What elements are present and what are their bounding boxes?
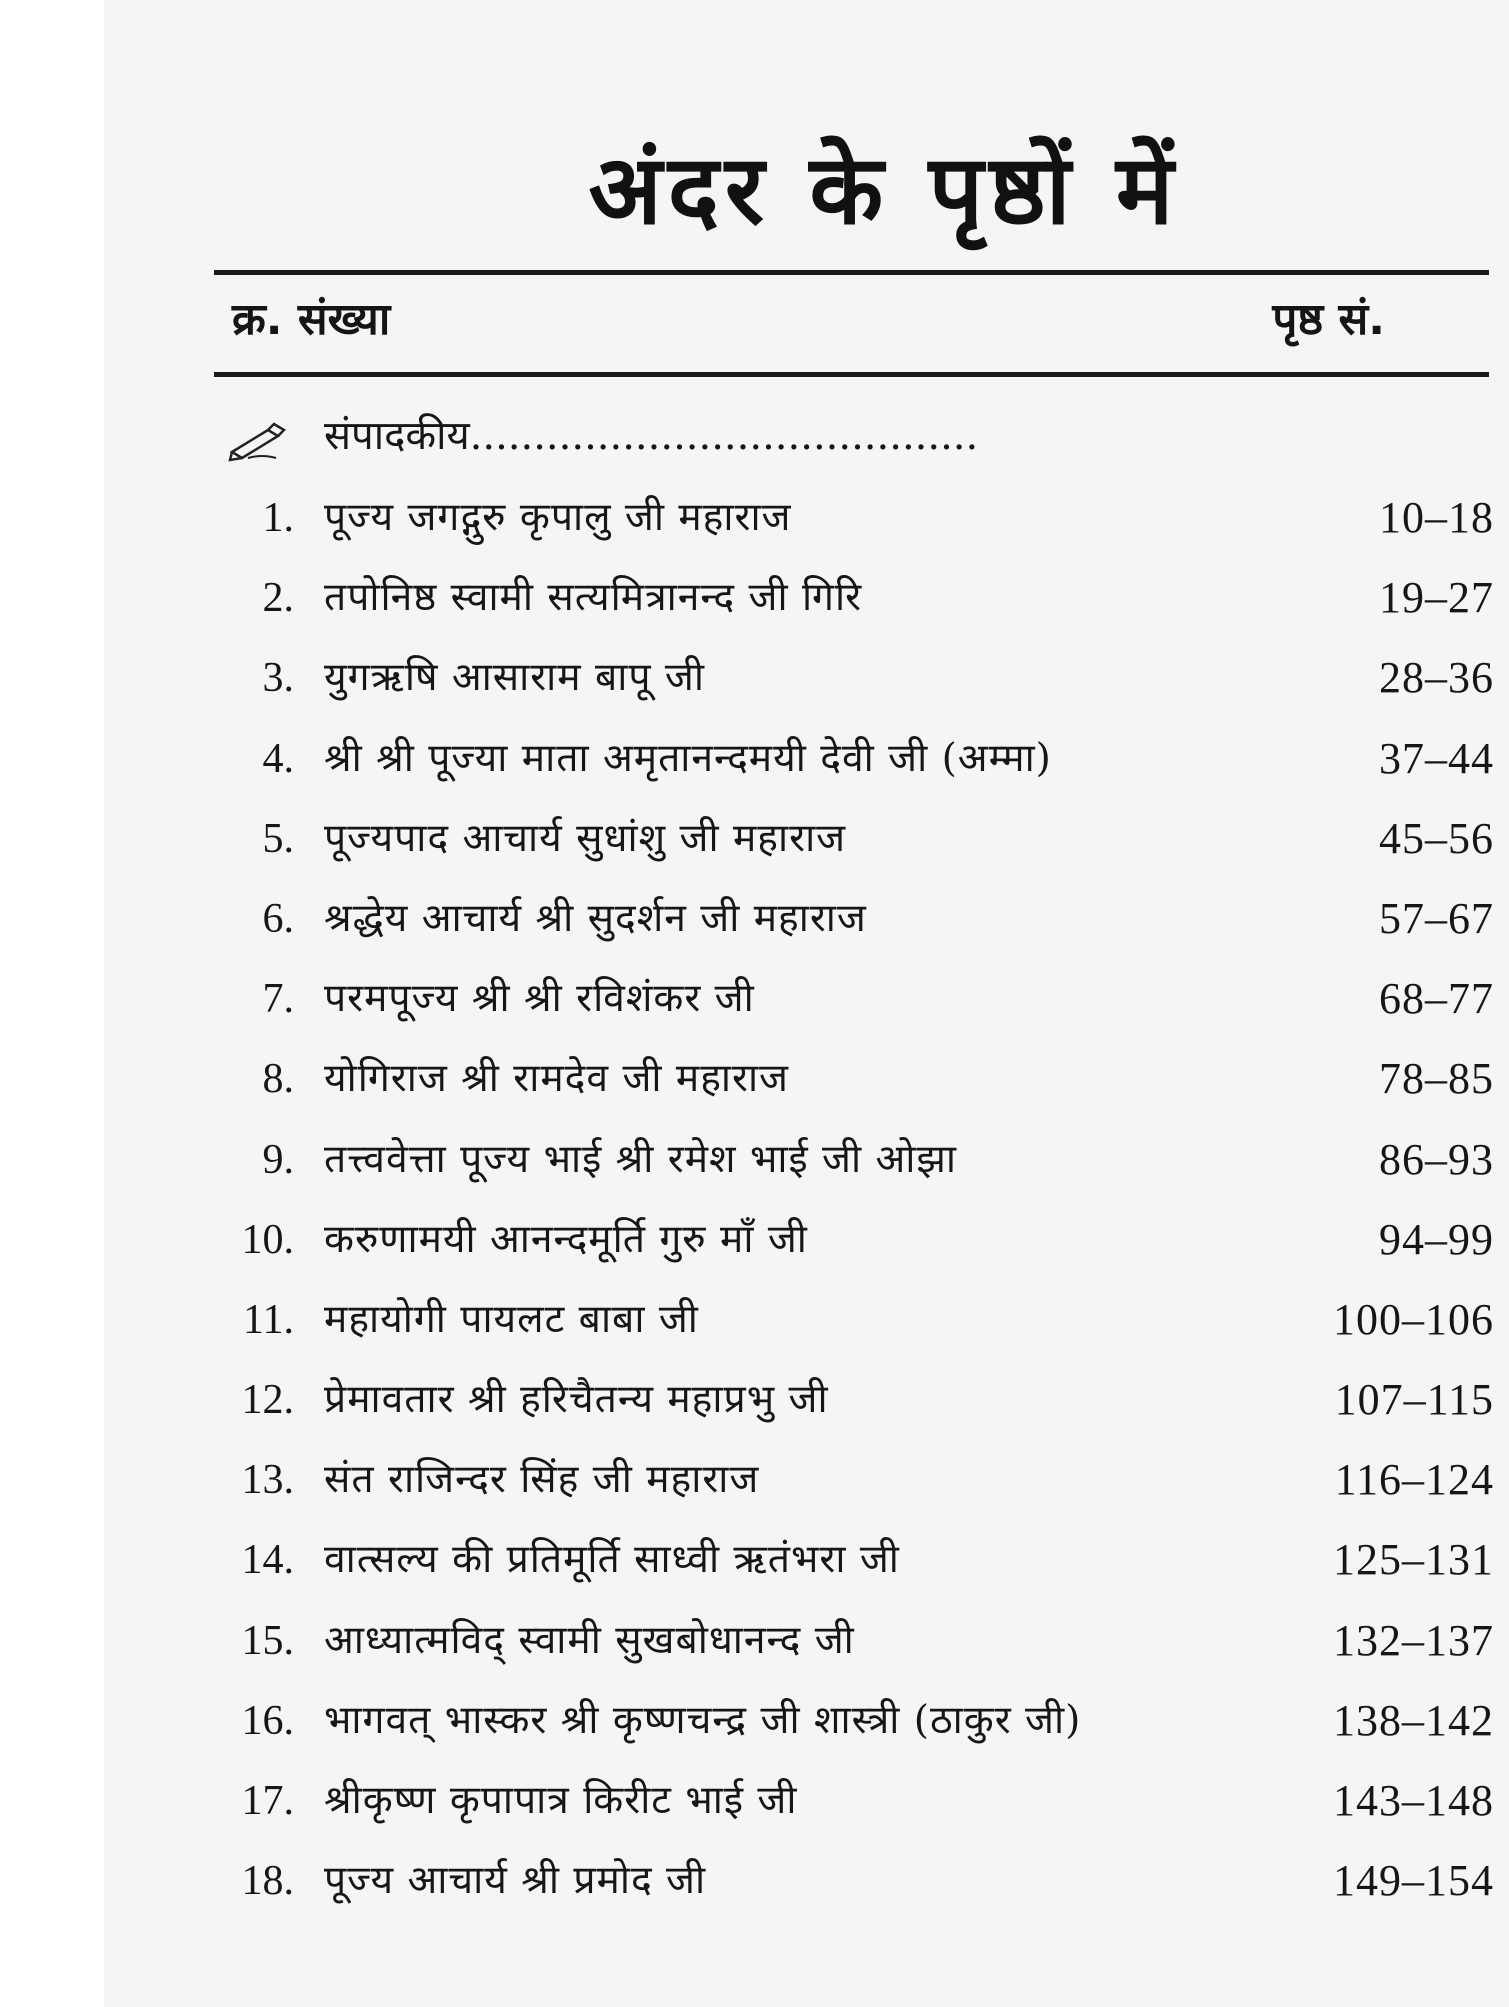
entry-number: 7. — [262, 976, 294, 1023]
list-item — [214, 480, 1494, 560]
entry-page-range: 143–148 — [1333, 1776, 1494, 1825]
list-item — [214, 1442, 1494, 1522]
entry-number: 1. — [262, 495, 294, 541]
list-item — [214, 721, 1494, 801]
list-item — [214, 560, 1494, 640]
entry-page-range: 68–77 — [1379, 974, 1494, 1024]
entry-number: 8. — [262, 1056, 294, 1103]
entry-number: 9. — [262, 1136, 294, 1183]
list-item — [214, 1202, 1494, 1282]
list-item — [214, 1683, 1494, 1763]
entry-page-range: 37–44 — [1379, 733, 1494, 783]
entry-number: 3. — [262, 655, 294, 702]
entry-title: युगऋषि आसाराम बापू जी — [324, 655, 705, 701]
document-page — [104, 0, 1509, 2007]
entry-title: श्रीकृष्ण कृपापात्र किरीट भाई जी — [324, 1778, 798, 1823]
entry-page-range: 149–154 — [1333, 1856, 1494, 1906]
entry-page-range: 78–85 — [1379, 1054, 1494, 1104]
entry-number: 10. — [241, 1216, 294, 1263]
entry-title: तत्त्ववेत्ता पूज्य भाई श्री रमेश भाई जी ओझा — [324, 1136, 957, 1182]
entry-number: 4. — [262, 735, 294, 782]
entry-page-range: 10–18 — [1379, 493, 1494, 542]
editorial-entry — [214, 400, 1494, 480]
entry-title: आध्यात्मविद् स्वामी सुखबोधानन्द जी — [324, 1617, 855, 1663]
entry-title: श्रद्धेय आचार्य श्री सुदर्शन जी महाराज — [324, 895, 867, 941]
list-item — [214, 1763, 1494, 1843]
list-item — [214, 1603, 1494, 1683]
entry-page-range: 86–93 — [1379, 1134, 1494, 1184]
entry-title: तपोनिष्ठ स्वामी सत्यमित्रानन्द जी गिरि — [324, 575, 863, 621]
entry-page-range: 132–137 — [1333, 1615, 1494, 1665]
entry-title: पूज्य आचार्य श्री प्रमोद जी — [324, 1858, 707, 1904]
editorial-label: संपादकीय........................................ — [324, 413, 979, 459]
entry-number: 2. — [262, 575, 294, 622]
pen-icon — [228, 418, 288, 462]
header-rule-top — [214, 270, 1489, 275]
list-item — [214, 881, 1494, 961]
list-item — [214, 1041, 1494, 1121]
entry-title: प्रेमावतार श्री हरिचैतन्य महाप्रभु जी — [324, 1377, 829, 1423]
list-item — [214, 1362, 1494, 1442]
entry-title: वात्सल्य की प्रतिमूर्ति साध्वी ऋतंभरा जी — [324, 1537, 900, 1583]
entry-page-range: 45–56 — [1379, 813, 1494, 863]
entry-title: परमपूज्य श्री श्री रविशंकर जी — [324, 976, 755, 1022]
entry-number: 12. — [241, 1377, 294, 1424]
list-item — [214, 1122, 1494, 1202]
entry-title: करुणामयी आनन्दमूर्ति गुरु माँ जी — [324, 1216, 808, 1262]
entry-number: 14. — [241, 1537, 294, 1584]
list-item — [214, 801, 1494, 881]
entry-title: भागवत् भास्कर श्री कृष्णचन्द्र जी शास्त्री (ठाकुर जी) — [324, 1697, 1082, 1743]
column-header-serial: क्र. संख्या — [232, 294, 391, 345]
table-of-contents — [214, 400, 1494, 1923]
entry-number: 15. — [241, 1617, 294, 1664]
entry-page-range: 125–131 — [1333, 1535, 1494, 1585]
entry-page-range: 57–67 — [1379, 893, 1494, 943]
entry-number: 13. — [241, 1457, 294, 1504]
entry-page-range: 28–36 — [1379, 653, 1494, 703]
list-item — [214, 640, 1494, 720]
entry-title: पूज्यपाद आचार्य सुधांशु जी महाराज — [324, 815, 847, 861]
page-margin — [0, 0, 104, 2007]
entry-title: महायोगी पायलट बाबा जी — [324, 1296, 699, 1342]
entry-page-range: 107–115 — [1334, 1375, 1494, 1425]
page-title: अंदर के पृष्ठों में — [588, 134, 1180, 246]
entry-page-range: 138–142 — [1333, 1695, 1494, 1745]
entry-number: 6. — [262, 895, 294, 942]
entry-page-range: 100–106 — [1333, 1294, 1494, 1344]
entry-list — [214, 480, 1494, 1923]
column-header-page: पृष्ठ सं. — [1272, 294, 1385, 345]
list-item — [214, 1522, 1494, 1602]
list-item — [214, 961, 1494, 1041]
list-item — [214, 1282, 1494, 1362]
entry-title: योगिराज श्री रामदेव जी महाराज — [324, 1056, 789, 1102]
entry-number: 18. — [241, 1858, 294, 1905]
entry-number: 17. — [241, 1778, 294, 1824]
entry-number: 11. — [243, 1296, 294, 1343]
list-item — [214, 1843, 1494, 1923]
entry-title: श्री श्री पूज्या माता अमृतानन्दमयी देवी जी (अम्मा) — [324, 735, 1052, 781]
header-rule-bottom — [214, 372, 1489, 377]
entry-number: 5. — [262, 815, 294, 862]
entry-page-range: 116–124 — [1334, 1455, 1494, 1505]
entry-title: पूज्य जगद्गुरु कृपालु जी महाराज — [324, 495, 792, 540]
entry-page-range: 19–27 — [1379, 573, 1494, 623]
entry-number: 16. — [241, 1697, 294, 1744]
entry-title: संत राजिन्दर सिंह जी महाराज — [324, 1457, 760, 1503]
entry-page-range: 94–99 — [1379, 1214, 1494, 1264]
